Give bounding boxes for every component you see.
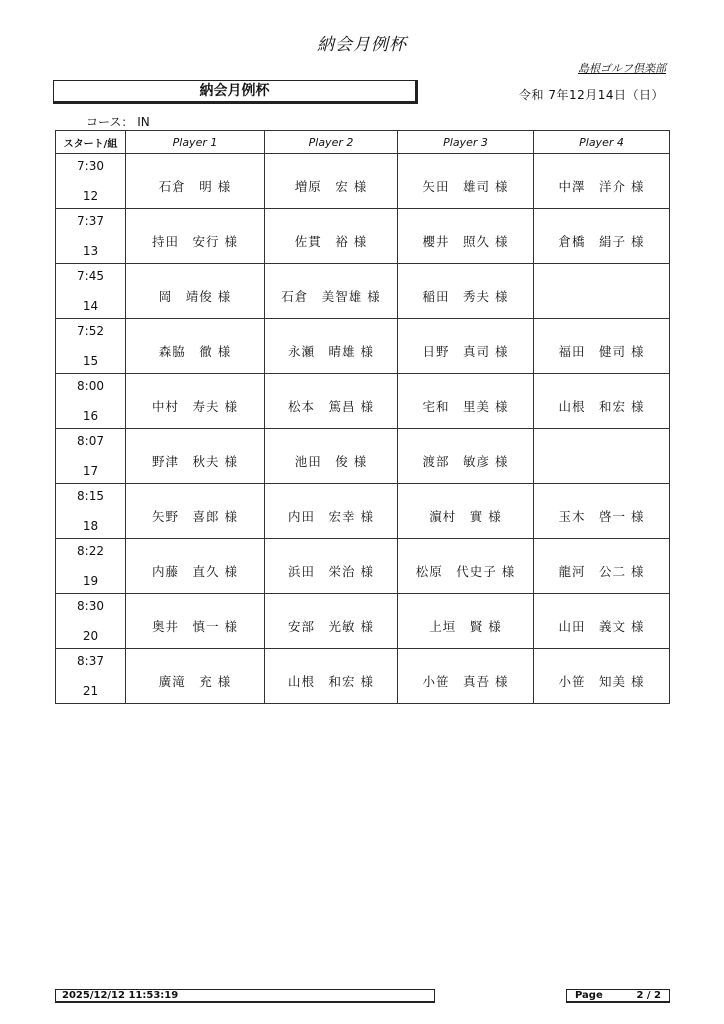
player-cell bbox=[126, 209, 265, 264]
player-name: 龍河 公二 様 bbox=[558, 564, 645, 579]
player-cell bbox=[398, 484, 534, 539]
column-header-player-2: Player 2 bbox=[265, 131, 398, 154]
group-number: 13 bbox=[82, 244, 99, 258]
player-name: 石倉 明 様 bbox=[158, 179, 232, 194]
player-cell bbox=[265, 319, 398, 374]
player-name: 中村 寿夫 様 bbox=[152, 399, 238, 414]
start-time: 8:00 bbox=[77, 379, 104, 393]
start-cell bbox=[56, 429, 126, 484]
print-timestamp: 2025/12/12 11:53:19 bbox=[55, 989, 435, 1003]
page-number: 2 / 2 bbox=[636, 990, 661, 1001]
player-name: 増原 宏 様 bbox=[294, 179, 368, 194]
player-cell bbox=[126, 539, 265, 594]
start-time: 7:30 bbox=[77, 159, 104, 173]
player-cell bbox=[126, 264, 265, 319]
column-header-start-group: スタート/組 bbox=[56, 131, 126, 154]
player-cell bbox=[398, 209, 534, 264]
player-name: 上垣 賢 様 bbox=[429, 619, 502, 634]
table-row bbox=[56, 154, 670, 209]
start-time: 7:45 bbox=[77, 269, 104, 283]
group-number: 18 bbox=[82, 519, 99, 533]
player-name: 岡 靖俊 様 bbox=[158, 289, 232, 304]
player-name: 稲田 秀夫 様 bbox=[422, 289, 509, 304]
start-cell bbox=[56, 319, 126, 374]
start-cell bbox=[56, 374, 126, 429]
table-row bbox=[56, 649, 670, 704]
player-cell bbox=[126, 154, 265, 209]
player-cell bbox=[398, 264, 534, 319]
start-cell bbox=[56, 264, 126, 319]
group-number: 20 bbox=[82, 629, 99, 643]
player-name: 倉橋 絹子 様 bbox=[558, 234, 645, 249]
player-name: 松原 代史子 様 bbox=[415, 564, 516, 579]
player-name: 中澤 洋介 様 bbox=[558, 179, 645, 194]
start-cell bbox=[56, 539, 126, 594]
group-number: 19 bbox=[82, 574, 99, 588]
player-cell bbox=[265, 209, 398, 264]
event-date: 令和 7年12月14日（日） bbox=[519, 88, 664, 102]
player-name: 山根 和宏 様 bbox=[558, 399, 645, 414]
player-cell bbox=[534, 649, 670, 704]
player-cell bbox=[398, 429, 534, 484]
player-name: 浜田 栄治 様 bbox=[288, 564, 374, 579]
player-name: 山田 義文 様 bbox=[558, 619, 645, 634]
player-cell bbox=[265, 594, 398, 649]
start-time: 7:37 bbox=[77, 214, 104, 228]
table-row bbox=[56, 484, 670, 539]
start-cell bbox=[56, 154, 126, 209]
start-time: 8:15 bbox=[77, 489, 104, 503]
start-time: 8:30 bbox=[77, 599, 104, 613]
player-name: 永瀬 晴雄 様 bbox=[288, 344, 374, 359]
player-cell bbox=[265, 649, 398, 704]
player-name: 安部 光敏 様 bbox=[288, 619, 374, 634]
start-time: 8:22 bbox=[77, 544, 104, 558]
player-cell bbox=[265, 539, 398, 594]
player-name: 池田 俊 様 bbox=[294, 454, 368, 469]
player-cell bbox=[265, 154, 398, 209]
player-name: 矢田 雄司 様 bbox=[422, 179, 509, 194]
player-cell bbox=[265, 484, 398, 539]
player-name: 矢野 喜郎 様 bbox=[152, 509, 238, 524]
player-name: 持田 安行 様 bbox=[152, 234, 238, 249]
table-row bbox=[56, 594, 670, 649]
column-header-player-3: Player 3 bbox=[398, 131, 534, 154]
player-name: 福田 健司 様 bbox=[558, 344, 645, 359]
player-name: 山根 和宏 様 bbox=[288, 674, 374, 689]
player-name: 宅和 里美 様 bbox=[422, 399, 509, 414]
group-number: 21 bbox=[82, 684, 99, 698]
player-name: 渡部 敏彦 様 bbox=[422, 454, 509, 469]
group-number: 12 bbox=[82, 189, 99, 203]
group-number: 16 bbox=[82, 409, 99, 423]
table-row bbox=[56, 209, 670, 264]
group-number: 14 bbox=[82, 299, 99, 313]
player-cell bbox=[398, 594, 534, 649]
player-cell bbox=[534, 264, 670, 319]
start-cell bbox=[56, 594, 126, 649]
player-cell bbox=[534, 319, 670, 374]
start-time: 8:37 bbox=[77, 654, 104, 668]
player-cell bbox=[398, 154, 534, 209]
course-label: コース： IN bbox=[86, 115, 150, 129]
player-name: 石倉 美智雄 様 bbox=[281, 289, 381, 304]
player-cell bbox=[534, 374, 670, 429]
player-name: 日野 真司 様 bbox=[422, 344, 509, 359]
player-cell bbox=[126, 429, 265, 484]
player-cell bbox=[126, 484, 265, 539]
player-cell bbox=[534, 429, 670, 484]
table-row bbox=[56, 429, 670, 484]
player-name: 野津 秋夫 様 bbox=[152, 454, 238, 469]
page-indicator bbox=[566, 989, 670, 1003]
player-name: 廣滝 充 様 bbox=[158, 674, 232, 689]
player-cell bbox=[265, 264, 398, 319]
player-name: 小笹 真吾 様 bbox=[422, 674, 509, 689]
player-name: 小笹 知美 様 bbox=[558, 674, 645, 689]
player-cell bbox=[534, 539, 670, 594]
player-name: 森脇 徹 様 bbox=[158, 344, 232, 359]
group-number: 15 bbox=[82, 354, 99, 368]
player-cell bbox=[126, 649, 265, 704]
start-cell bbox=[56, 649, 126, 704]
player-cell bbox=[398, 649, 534, 704]
club-name: 島根ゴルフ倶楽部 bbox=[578, 62, 666, 75]
table-row bbox=[56, 319, 670, 374]
start-cell bbox=[56, 484, 126, 539]
title-banner: 納会月例杯 bbox=[53, 80, 418, 104]
player-cell bbox=[265, 374, 398, 429]
player-name: 内藤 直久 様 bbox=[152, 564, 238, 579]
header-row bbox=[56, 131, 670, 154]
player-name: 玉木 啓一 様 bbox=[558, 509, 645, 524]
player-name: 松本 篤昌 様 bbox=[288, 399, 374, 414]
player-cell bbox=[534, 484, 670, 539]
page-label: Page bbox=[575, 990, 603, 1001]
document-title: 納会月例杯 bbox=[317, 35, 407, 55]
player-name: 櫻井 照久 様 bbox=[422, 234, 509, 249]
group-number: 17 bbox=[82, 464, 99, 478]
table-row bbox=[56, 539, 670, 594]
start-time: 8:07 bbox=[77, 434, 104, 448]
player-cell bbox=[534, 594, 670, 649]
player-cell bbox=[126, 374, 265, 429]
player-name: 濵村 實 様 bbox=[429, 509, 502, 524]
table-row bbox=[56, 264, 670, 319]
player-cell bbox=[398, 319, 534, 374]
player-cell bbox=[126, 319, 265, 374]
player-cell bbox=[398, 539, 534, 594]
column-header-player-4: Player 4 bbox=[534, 131, 670, 154]
column-header-player-1: Player 1 bbox=[126, 131, 265, 154]
player-cell bbox=[534, 209, 670, 264]
player-name: 内田 宏幸 様 bbox=[288, 509, 374, 524]
player-cell bbox=[265, 429, 398, 484]
player-name: 佐貫 裕 様 bbox=[294, 234, 368, 249]
player-cell bbox=[534, 154, 670, 209]
start-time: 7:52 bbox=[77, 324, 104, 338]
table-row bbox=[56, 374, 670, 429]
player-name: 奥井 慎一 様 bbox=[152, 619, 238, 634]
start-cell bbox=[56, 209, 126, 264]
player-cell bbox=[398, 374, 534, 429]
player-cell bbox=[126, 594, 265, 649]
pairings-table bbox=[55, 130, 670, 704]
